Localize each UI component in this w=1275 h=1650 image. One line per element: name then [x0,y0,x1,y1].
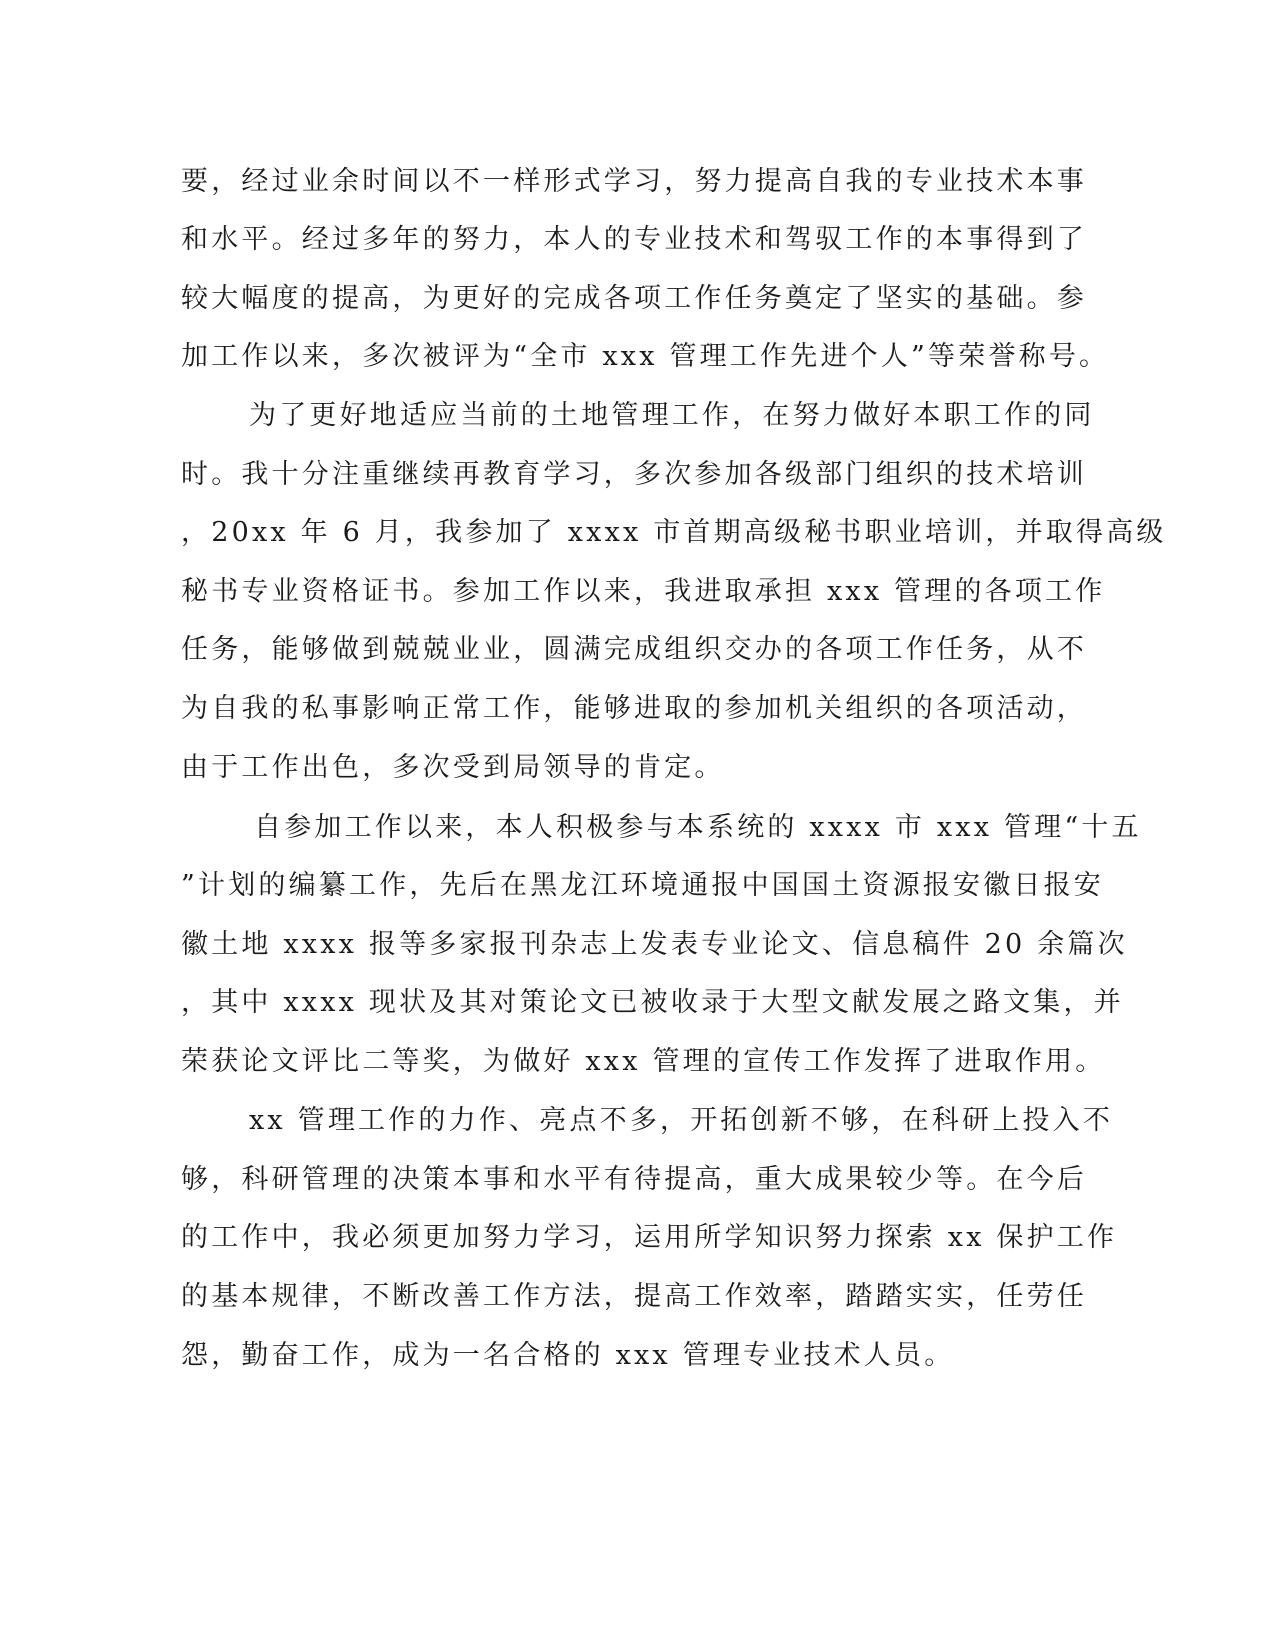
text-line: 秘书专业资格证书。参加工作以来，我进取承担 xxx 管理的各项工作 [181,576,1106,607]
text-line: 的基本规律，不断改善工作方法，提高工作效率，踏踏实实，任劳任 [181,1281,1087,1312]
text-line: 自参加工作以来，本人积极参与本系统的 xxxx 市 xxx 管理“十五 [254,812,1142,843]
text-line: ”计划的编纂工作，先后在黑龙江环境通报中国国土资源报安徽日报安 [181,870,1105,901]
text-line: 荣获论文评比二等奖，为做好 xxx 管理的宣传工作发挥了进取作用。 [181,1046,1106,1077]
text-line: 够，科研管理的决策本事和水平有待提高，重大成果较少等。在今后 [181,1164,1087,1195]
text-line: 为了更好地适应当前的土地管理工作，在努力做好本职工作的同 [249,400,1095,431]
text-line: 较大幅度的提高，为更好的完成各项工作任务奠定了坚实的基础。参 [181,283,1087,314]
text-line: 由于工作出色，多次受到局领导的肯定。 [181,752,725,783]
text-line: 时。我十分注重继续再教育学习，多次参加各级部门组织的技术培训 [181,459,1087,490]
text-line: 怨，勤奋工作，成为一名合格的 xxx 管理专业技术人员。 [181,1340,955,1371]
text-line: 任务，能够做到兢兢业业，圆满完成组织交办的各项工作任务，从不 [181,634,1087,665]
text-line: 加工作以来，多次被评为“全市 xxx 管理工作先进个人”等荣誉称号。 [181,341,1110,372]
text-line: 和水平。经过多年的努力，本人的专业技术和驾驭工作的本事得到了 [181,224,1087,255]
text-line: xx 管理工作的力作、亮点不多，开拓创新不够，在科研上投入不 [249,1105,1114,1136]
text-line: 要，经过业余时间以不一样形式学习，努力提高自我的专业技术本事 [181,166,1087,197]
text-line: 的工作中，我必须更加努力学习，运用所学知识努力探索 xx 保护工作 [181,1222,1118,1253]
text-line: ，其中 xxxx 现状及其对策论文已被收录于大型文献发展之路文集，并 [181,987,1124,1018]
text-line: 为自我的私事影响正常工作，能够进取的参加机关组织的各项活动， [181,693,1087,724]
text-line: ，20xx 年 6 月，我参加了 xxxx 市首期高级秘书职业培训，并取得高级 [181,517,1167,548]
text-line: 徽土地 xxxx 报等多家报刊杂志上发表专业论文、信息稿件 20 余篇次 [181,929,1128,960]
